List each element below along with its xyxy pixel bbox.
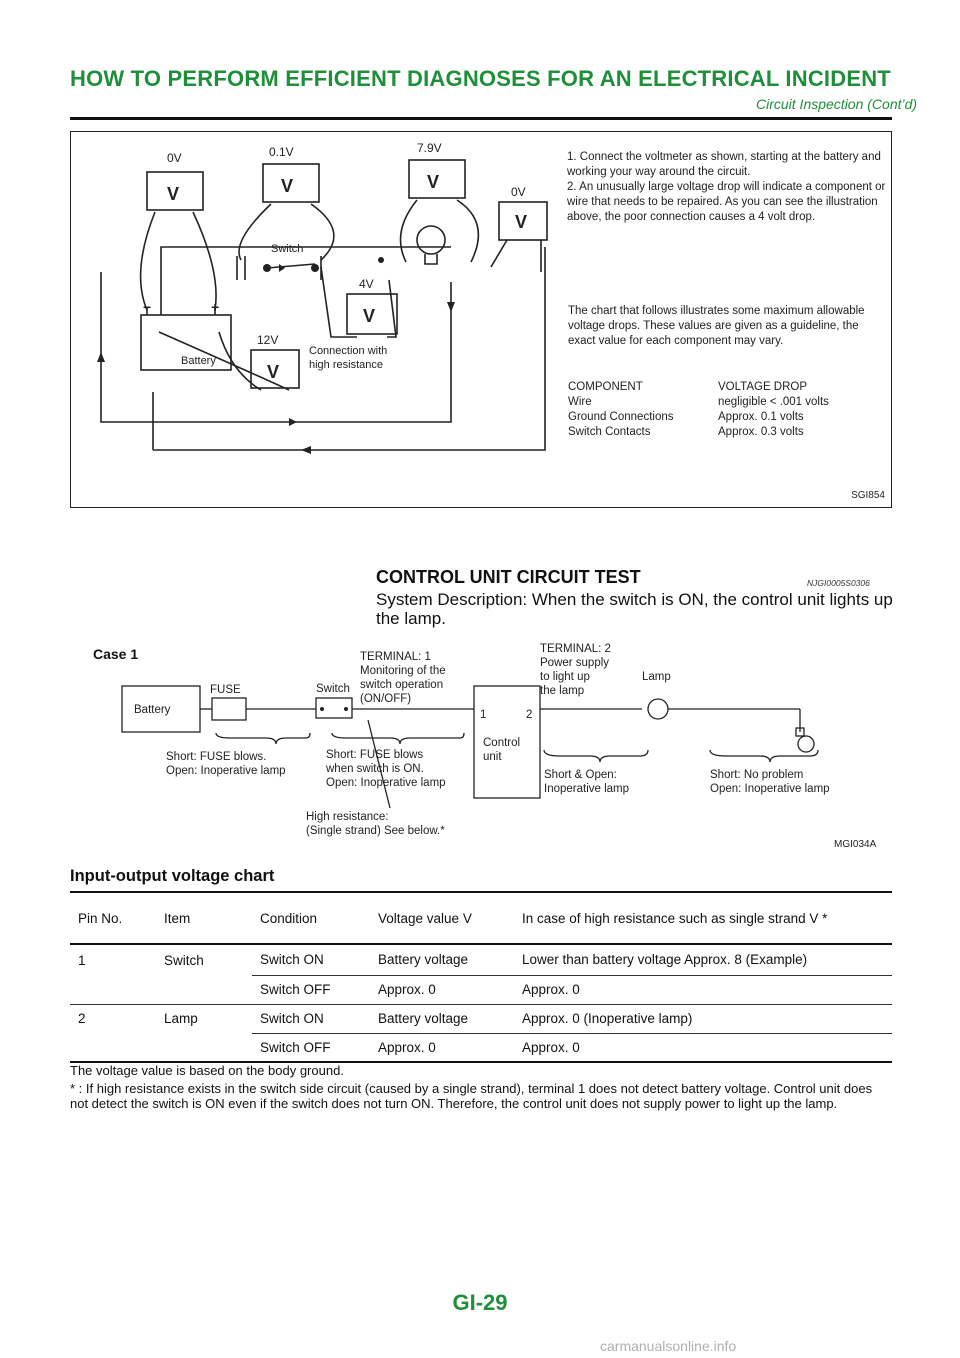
meter-v-1: V — [167, 184, 180, 204]
comp-cell: Ground Connections — [568, 411, 674, 423]
high-res-note-1: High resistance: — [306, 811, 389, 823]
label-high-resistance: high resistance — [309, 359, 383, 371]
label-12v: 12V — [257, 333, 279, 347]
ground-circle — [798, 736, 814, 752]
label-4v: 4V — [359, 277, 374, 291]
cell-voltage: Approx. 0 — [370, 1033, 514, 1062]
label-0v-left: 0V — [167, 151, 182, 165]
meter-v-5: V — [363, 306, 376, 326]
step-2: 2. An unusually large voltage drop will indicate a component or wire that needs to be repaired. As you can see the illustration above, the poor connection causes a 4 volt drop. — [567, 181, 886, 223]
meter-v-3: V — [427, 172, 440, 192]
page-number: GI-29 — [452, 1290, 508, 1315]
table-row — [70, 1004, 892, 1033]
voltage-chart-title: Input-output voltage chart — [70, 867, 275, 885]
meter-v-4: V — [515, 212, 528, 232]
section-code: NJGI0005S0306 — [807, 578, 870, 588]
terminal2-line3: to light up — [540, 671, 590, 683]
col-header-voltage: Voltage value V — [378, 910, 472, 926]
voltage-drop-diagram — [71, 132, 561, 492]
terminal1-line1: TERMINAL: 1 — [360, 651, 431, 663]
fig2-pin1: 1 — [480, 709, 487, 721]
comp-cell: negligible < .001 volts — [718, 396, 829, 408]
fuse-note-1: Short: FUSE blows. — [166, 751, 267, 763]
terminal2-line4: the lamp — [540, 685, 585, 697]
terminal2-line1: TERMINAL: 2 — [540, 643, 611, 655]
terminal1-line3: switch operation — [360, 679, 444, 691]
comp-header-drop: VOLTAGE DROP — [718, 381, 808, 393]
cell-item — [156, 1033, 252, 1062]
note-body-ground: The voltage value is based on the body ground. — [70, 1063, 344, 1078]
label-battery: Battery — [181, 355, 216, 367]
terminal2-line2: Power supply — [540, 657, 610, 669]
col-header-condition: Condition — [260, 910, 318, 926]
header-rule — [70, 117, 892, 120]
battery-minus: − — [143, 299, 152, 315]
lamp-circle — [648, 699, 668, 719]
section-title: CONTROL UNIT CIRCUIT TEST — [376, 567, 641, 587]
cell-pin — [70, 1033, 156, 1062]
cell-pin: 2 — [70, 1004, 156, 1033]
fig2-control-2: unit — [483, 751, 502, 763]
label-0v-right: 0V — [511, 185, 526, 199]
system-description: System Description: When the switch is ON, the control unit lights up the lamp. — [376, 590, 893, 628]
watermark: carmanualsonline.info — [600, 1338, 737, 1354]
page-header-title: HOW TO PERFORM EFFICIENT DIAGNOSES FOR AN ELECTRICAL INCIDENT — [70, 66, 891, 91]
switch-note-1: Short: FUSE blows — [326, 749, 424, 761]
table-row — [70, 1033, 892, 1062]
component-drop-table — [568, 380, 829, 440]
wire-note-2: Inoperative lamp — [544, 783, 630, 795]
comp-cell: Approx. 0.3 volts — [718, 426, 804, 438]
label-01v: 0.1V — [269, 145, 294, 159]
notes — [70, 1063, 892, 1114]
cell-high-res: Approx. 0 — [514, 1033, 892, 1062]
page-header-subtitle: Circuit Inspection (Cont’d) — [756, 96, 918, 112]
step-1: 1. Connect the voltmeter as shown, starting at the battery and working your way around the circuit. — [567, 151, 881, 178]
fig2-control-1: Control — [483, 737, 521, 749]
cell-pin: 1 — [78, 952, 86, 968]
cell-condition: Switch OFF — [252, 975, 370, 1004]
cell-high-res: Lower than battery voltage Approx. 8 (Example) — [522, 952, 808, 968]
note-high-resistance: * : If high resistance exists in the switch side circuit (caused by a single strand), terminal 1 does not detect battery voltage. Control unit does not detect the switch is ON even if the switch does not turn ON. Therefore, the control unit does not supply power to light up the lamp. — [70, 1081, 873, 1111]
case-label: Case 1 — [93, 646, 139, 662]
fuse-note-2: Open: Inoperative lamp — [166, 765, 286, 777]
fig2-switch: Switch — [316, 683, 350, 695]
comp-cell: Wire — [568, 396, 592, 408]
wire-note-1: Short & Open: — [544, 769, 617, 781]
fuse-box — [212, 698, 246, 720]
comp-cell: Switch Contacts — [568, 426, 651, 438]
cell-voltage: Approx. 0 — [370, 975, 514, 1004]
cell-condition: Switch OFF — [252, 1033, 370, 1062]
fig2-lamp: Lamp — [642, 671, 671, 683]
col-header-high-res: In case of high resistance such as single strand V * — [522, 910, 828, 926]
ground-note-2: Open: Inoperative lamp — [710, 783, 830, 795]
ground-note-1: Short: No problem — [710, 769, 804, 781]
high-res-note-2: (Single strand) See below.* — [306, 825, 445, 837]
chart-intro: The chart that follows illustrates some maximum allowable voltage drops. These values are given as a guideline, the exact value for each component may vary. — [568, 305, 865, 347]
figure1-id: SGI854 — [851, 490, 885, 501]
terminal1-line2: Monitoring of the — [360, 665, 446, 677]
battery-plus: + — [211, 299, 220, 315]
voltage-chart-table — [70, 891, 892, 1063]
col-header-pin: Pin No. — [78, 910, 123, 926]
cell-high-res: Approx. 0 — [514, 975, 892, 1004]
comp-cell: Approx. 0.1 volts — [718, 411, 804, 423]
cell-condition: Switch ON — [260, 952, 324, 968]
cell-item — [156, 975, 252, 1004]
switch-note-3: Open: Inoperative lamp — [326, 777, 446, 789]
figure2-id: MGI034A — [834, 839, 877, 850]
label-connection: Connection with — [309, 345, 388, 357]
terminal1-line4: (ON/OFF) — [360, 693, 412, 705]
cell-high-res: Approx. 0 (Inoperative lamp) — [514, 1004, 892, 1033]
control-unit-diagram — [70, 640, 892, 855]
label-79v: 7.9V — [417, 141, 442, 155]
fig2-pin2: 2 — [526, 709, 533, 721]
switch-note-2: when switch is ON. — [326, 763, 424, 775]
cell-voltage: Battery voltage — [370, 1004, 514, 1033]
cell-item: Lamp — [156, 1004, 252, 1033]
lamp-bulb — [417, 226, 445, 254]
cell-voltage: Battery voltage — [378, 952, 469, 968]
col-header-item: Item — [164, 910, 191, 926]
fig2-battery: Battery — [134, 704, 171, 716]
cell-condition: Switch ON — [252, 1004, 370, 1033]
instruction-steps — [567, 150, 887, 225]
cell-item: Switch — [164, 952, 204, 968]
fig2-fuse: FUSE — [210, 684, 241, 696]
table-row — [70, 975, 892, 1004]
meter-v-2: V — [281, 176, 294, 196]
table-row — [70, 944, 892, 975]
comp-header-component: COMPONENT — [568, 381, 643, 393]
cell-pin — [70, 975, 156, 1004]
meter-v-6: V — [267, 362, 280, 382]
label-switch: Switch — [271, 243, 304, 255]
